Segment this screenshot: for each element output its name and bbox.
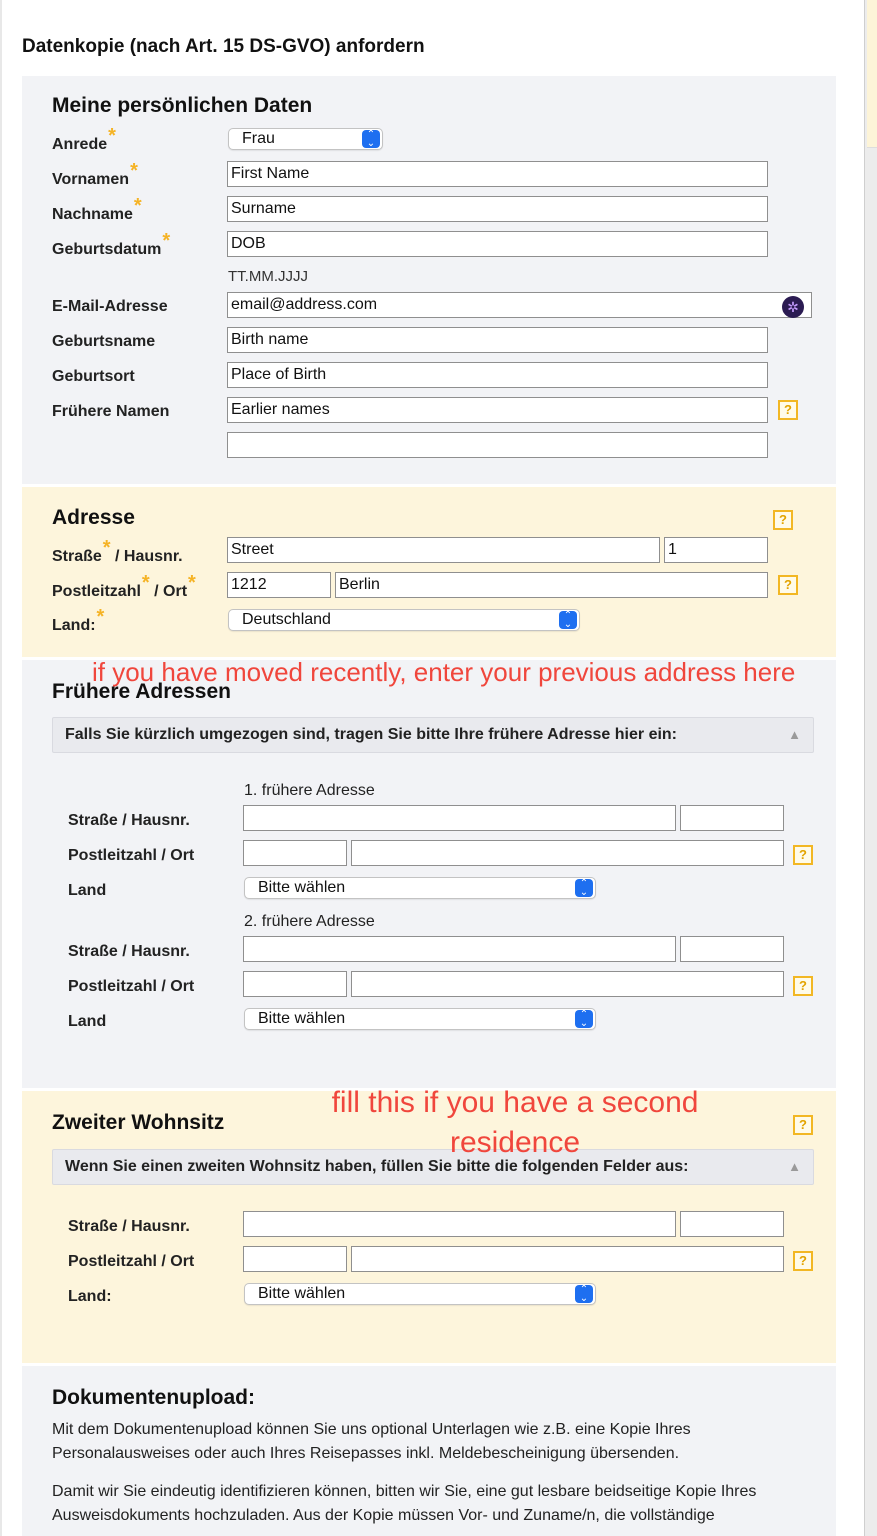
second-residence-annotation-line2: residence	[449, 1126, 581, 1159]
second-hausnr-input[interactable]	[680, 1211, 784, 1237]
second-help-icon[interactable]: ?	[793, 1251, 813, 1271]
address-section	[22, 487, 836, 657]
required-star: *	[108, 125, 116, 147]
geburtsname-label: Geburtsname	[52, 333, 156, 350]
anrede-select[interactable]: Frau ⌃ ⌄	[228, 128, 383, 150]
window-left-edge	[0, 0, 2, 1536]
second-strasse-input[interactable]	[243, 1211, 676, 1237]
addr2-plz-input[interactable]	[243, 971, 347, 997]
required-star: *	[133, 195, 142, 217]
second-residence-help-icon[interactable]: ?	[793, 1115, 813, 1135]
collapse-icon: ▲	[788, 727, 801, 742]
previous-addresses-title: Frühere Adressen	[52, 680, 231, 703]
addr2-hausnr-input[interactable]	[680, 936, 784, 962]
second-residence-annotation-line1: fill this if you have a second	[331, 1086, 699, 1119]
nachname-input[interactable]: Surname	[227, 196, 768, 222]
addr1-land-select[interactable]: Bitte wählen ⌃ ⌄	[244, 877, 596, 899]
geburtsdatum-format-hint: TT.MM.JJJJ	[228, 268, 308, 285]
anrede-label: Anrede*	[52, 125, 116, 153]
addr1-plz-label: Postleitzahl / Ort	[68, 847, 195, 864]
required-star: *	[141, 572, 150, 594]
plz-label: Postleitzahl* / Ort*	[52, 572, 196, 600]
vornamen-input[interactable]: First Name	[227, 161, 768, 187]
second-residence-toggle[interactable]: Wenn Sie einen zweiten Wohnsitz haben, füllen Sie bitte die folgenden Felder aus: ▲	[52, 1149, 814, 1185]
addr1-help-icon[interactable]: ?	[793, 845, 813, 865]
upload-paragraph-1: Mit dem Dokumentenupload können Sie uns optional Unterlagen wie z.B. eine Kopie Ihres Personalausweises oder auch Ihres Reisepasses inkl. Meldebescheinigung übersenden.	[52, 1421, 691, 1462]
password-manager-icon[interactable]: ✲	[782, 296, 804, 318]
fruehere-namen-label: Frühere Namen	[52, 403, 170, 420]
second-plz-input[interactable]	[243, 1246, 347, 1272]
addr2-strasse-input[interactable]	[243, 936, 676, 962]
addr2-plz-label: Postleitzahl / Ort	[68, 978, 195, 995]
upload-section	[22, 1366, 836, 1536]
collapse-icon: ▲	[788, 1159, 801, 1174]
land-label: Land:*	[52, 606, 105, 634]
second-strasse-label: Straße / Hausnr.	[68, 1218, 190, 1235]
required-star: *	[102, 537, 111, 559]
side-panel-edge	[864, 0, 877, 1536]
addr1-plz-input[interactable]	[243, 840, 347, 866]
previous-address-annotation: if you have moved recently, enter your previous address here	[92, 657, 796, 687]
required-star: *	[188, 572, 196, 594]
required-star: *	[130, 160, 138, 182]
select-caret-icon: ⌃ ⌄	[575, 1010, 593, 1028]
geburtsname-input[interactable]: Birth name	[227, 327, 768, 353]
plz-help-icon[interactable]: ?	[778, 575, 798, 595]
select-caret-icon: ⌃ ⌄	[559, 611, 577, 629]
addr1-land-label: Land	[68, 882, 107, 899]
addr2-land-select[interactable]: Bitte wählen ⌃ ⌄	[244, 1008, 596, 1030]
second-land-select[interactable]: Bitte wählen ⌃ ⌄	[244, 1283, 596, 1305]
personal-data-section	[22, 76, 836, 484]
second-ort-input[interactable]	[351, 1246, 784, 1272]
strasse-input[interactable]: Street	[227, 537, 660, 563]
side-panel-tint	[867, 0, 877, 148]
fruehere-namen-help-icon[interactable]: ?	[778, 400, 798, 420]
ort-input[interactable]: Berlin	[335, 572, 768, 598]
upload-paragraph-2: Damit wir Sie eindeutig identifizieren können, bitten wir Sie, eine gut lesbare beidseitige Kopie Ihres Ausweisdokuments hochzuladen. Aus der Kopie müssen Vor- und Zuname/n, die vollständige	[52, 1483, 757, 1524]
geburtsdatum-label: Geburtsdatum*	[52, 230, 171, 258]
addr1-title: 1. frühere Adresse	[244, 782, 375, 799]
personal-data-title: Meine persönlichen Daten	[52, 94, 313, 117]
addr2-title: 2. frühere Adresse	[244, 913, 375, 930]
land-select[interactable]: Deutschland ⌃ ⌄	[228, 609, 580, 631]
addr2-land-label: Land	[68, 1013, 107, 1030]
email-input[interactable]: email@address.com	[227, 292, 812, 318]
addr1-hausnr-input[interactable]	[680, 805, 784, 831]
select-caret-icon: ⌃ ⌄	[575, 1285, 593, 1303]
email-label: E-Mail-Adresse	[52, 298, 168, 315]
fruehere-namen-input[interactable]: Earlier names	[227, 397, 768, 423]
second-residence-title: Zweiter Wohnsitz	[52, 1111, 225, 1134]
second-land-label: Land:	[68, 1288, 112, 1305]
address-help-icon[interactable]: ?	[773, 510, 793, 530]
previous-addresses-toggle[interactable]: Falls Sie kürzlich umgezogen sind, tragen Sie bitte Ihre frühere Adresse hier ein: ▲	[52, 717, 814, 753]
geburtsort-label: Geburtsort	[52, 368, 135, 385]
geburtsort-input[interactable]: Place of Birth	[227, 362, 768, 388]
second-plz-label: Postleitzahl / Ort	[68, 1253, 195, 1270]
select-caret-icon: ⌃ ⌄	[575, 879, 593, 897]
geburtsdatum-input[interactable]: DOB	[227, 231, 768, 257]
nachname-label: Nachname*	[52, 195, 142, 223]
second-residence-annotation	[300, 1083, 730, 1163]
page-title: Datenkopie (nach Art. 15 DS-GVO) anfordern	[22, 36, 425, 57]
addr2-help-icon[interactable]: ?	[793, 976, 813, 996]
previous-addresses-section	[22, 660, 836, 1088]
hausnr-input[interactable]: 1	[664, 537, 768, 563]
strasse-label: Straße* / Hausnr.	[52, 537, 183, 565]
vornamen-label: Vornamen*	[52, 160, 138, 188]
upload-title: Dokumentenupload:	[52, 1386, 255, 1409]
fruehere-namen-input-2[interactable]	[227, 432, 768, 458]
addr1-strasse-label: Straße / Hausnr.	[68, 812, 190, 829]
addr2-strasse-label: Straße / Hausnr.	[68, 943, 190, 960]
address-title: Adresse	[52, 506, 135, 529]
addr1-strasse-input[interactable]	[243, 805, 676, 831]
required-star: *	[96, 606, 105, 628]
required-star: *	[162, 230, 171, 252]
addr2-ort-input[interactable]	[351, 971, 784, 997]
plz-input[interactable]: 1212	[227, 572, 331, 598]
select-caret-icon: ⌃ ⌄	[362, 130, 380, 148]
addr1-ort-input[interactable]	[351, 840, 784, 866]
